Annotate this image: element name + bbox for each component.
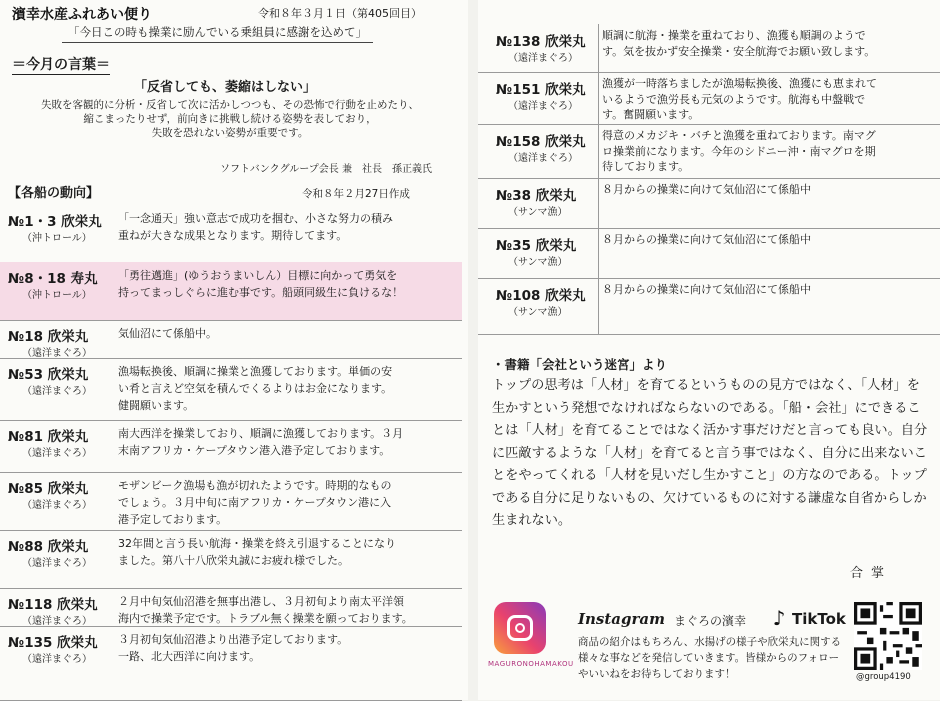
status-line: 32年間と言う長い航海・操業を終え引退することになり — [118, 537, 396, 550]
ship-status — [118, 267, 458, 301]
ship-name: №38 欣栄丸 — [496, 188, 577, 204]
status-line: 「勇往邁進」(ゆうおうまいしん）目標に向かって勇気を — [118, 269, 398, 282]
ship-type: （サンマ漁） — [508, 307, 568, 318]
ship-row — [0, 530, 462, 589]
ship-row — [0, 262, 462, 321]
words-line: 失敗を恐れない姿勢が重要です。 — [151, 127, 309, 139]
quote-author: ソフトバンクグループ会長 兼 社長 孫正義氏 — [220, 164, 432, 175]
ship-type: （遠洋まぐろ） — [22, 616, 92, 627]
status-line: ました。第八十八欣栄丸誠にお疲れ様でした。 — [118, 554, 349, 567]
status-line: 一路、北大西洋に向けます。 — [118, 650, 261, 663]
ship-name: №1・3 欣栄丸 — [8, 214, 102, 230]
ship-name: №151 欣栄丸 — [496, 82, 586, 98]
row-divider — [598, 178, 599, 228]
ship-row — [0, 320, 462, 359]
ship-name: №158 欣栄丸 — [496, 134, 586, 150]
row-divider — [598, 24, 599, 72]
instagram-label: Instagram — [578, 610, 665, 628]
closing-text: 合掌 — [850, 566, 893, 581]
tiktok-label: TikTok — [792, 610, 846, 628]
ship-type: （沖トロール） — [22, 233, 92, 244]
ship-type: （遠洋まぐろ） — [508, 53, 578, 64]
ship-type: （遠洋まぐろ） — [22, 654, 92, 665]
book-heading: ・書籍「会社という迷宮」より — [492, 357, 668, 372]
ship-row — [0, 626, 462, 701]
ship-row — [478, 178, 940, 229]
status-line: 得意のメカジキ・バチと漁獲を重ねております。南マグ — [602, 129, 876, 142]
ship-name: №138 欣栄丸 — [496, 34, 586, 50]
ship-type: （遠洋まぐろ） — [508, 101, 578, 112]
status-line: 健闘願います。 — [118, 399, 195, 412]
status-line: ２月中旬気仙沼港を無事出港し、３月初旬より南太平洋領 — [118, 595, 404, 608]
ship-row — [478, 24, 940, 73]
status-line: 順調に航海・操業を重ねており、漁獲も順調のようで — [602, 29, 866, 42]
row-divider — [598, 228, 599, 278]
status-line: ロ操業前になります。今年のシドニー沖・南マグロを期 — [602, 144, 876, 158]
ship-name: №135 欣栄丸 — [8, 635, 98, 651]
ship-row — [0, 205, 462, 263]
ship-status — [118, 210, 458, 244]
newsletter-title: 濱幸水産ふれあい便り — [12, 7, 152, 23]
ship-name: №8・18 寿丸 — [8, 271, 98, 287]
ship-type: （遠洋まぐろ） — [22, 558, 92, 569]
ship-status — [118, 425, 458, 459]
ship-type: （遠洋まぐろ） — [22, 500, 92, 511]
ship-name: №18 欣栄丸 — [8, 329, 89, 345]
status-line: モザンビーク漁場も漁が切れたようです。時期的なもの — [118, 479, 392, 492]
status-line: 待しております。 — [602, 160, 690, 173]
ship-status — [118, 363, 458, 414]
status-line: ８月からの操業に向けて気仙沼にて係船中 — [602, 183, 811, 196]
right-page — [478, 0, 940, 700]
status-line: 重ねが大きな成果となります。期待してます。 — [118, 229, 348, 242]
status-line: 「一念通天」強い意志で成功を掴む、小さな努力の積み — [118, 212, 393, 225]
ship-row — [478, 278, 940, 335]
status-line: 海内で操業予定です。トラブル無く操業を願っております。 — [118, 612, 413, 625]
ship-status — [118, 631, 458, 665]
social-description: 商品の紹介はもちろん、水揚げの様子や欣栄丸に関する様々な事などを発信していきます。皆様からのフォローやいいねをお待ちしております！ — [578, 636, 842, 680]
status-line: 持ってまっしぐらに進む事です。船頭同級生に負けるな！ — [118, 286, 404, 299]
ship-name: №81 欣栄丸 — [8, 429, 89, 445]
status-line: 漁場転換後、順調に操業と漁獲しております。単価の安 — [118, 365, 393, 378]
status-line: 気仙沼にて係船中。 — [118, 327, 217, 340]
ship-type: （沖トロール） — [22, 290, 92, 301]
ship-name: №118 欣栄丸 — [8, 597, 98, 613]
ship-status — [118, 593, 458, 627]
status-line: す。奮闘願います。 — [602, 108, 700, 121]
ship-status — [602, 76, 936, 123]
tiktok-icon[interactable]: ♪ — [772, 606, 786, 630]
words-line: 縮こまったりせず，前向きに挑戦し続ける姿勢を表しており， — [83, 113, 377, 125]
ship-type: （遠洋まぐろ） — [508, 153, 578, 164]
ship-status — [602, 128, 936, 175]
words-of-month-body — [20, 98, 440, 140]
ship-status — [602, 182, 936, 198]
ship-status — [602, 28, 936, 59]
instagram-icon[interactable] — [494, 602, 546, 654]
ship-status — [118, 477, 458, 528]
ship-row — [0, 420, 462, 473]
ship-status — [602, 232, 936, 248]
status-line: ３月初旬気仙沼港より出港予定しております。 — [118, 633, 349, 646]
status-line: ８月からの操業に向けて気仙沼にて係船中 — [602, 283, 811, 296]
ship-name: №88 欣栄丸 — [8, 539, 89, 555]
status-line: ８月からの操業に向けて気仙沼にて係船中 — [602, 233, 811, 246]
status-line: 末南アフリカ・ケープタウン港入港予定しております。 — [118, 444, 391, 457]
ship-name: №85 欣栄丸 — [8, 481, 89, 497]
status-line: でしょう。３月中旬に南アフリカ・ケープタウン港に入 — [118, 496, 392, 509]
qr-label: @group4190 — [856, 672, 911, 682]
ship-name: №108 欣栄丸 — [496, 288, 586, 304]
fleet-section-heading: 【各船の動向】 — [8, 186, 100, 201]
ship-row — [0, 588, 462, 627]
ship-name: №53 欣栄丸 — [8, 367, 89, 383]
ship-status — [118, 535, 458, 569]
status-line: 港予定しております。 — [118, 513, 228, 526]
words-of-month-quote: 「反省しても、萎縮はしない」 — [134, 80, 317, 95]
status-line: 漁獲が一時落ちましたが漁場転換後、漁獲にも恵まれて — [602, 77, 877, 90]
ship-type: （遠洋まぐろ） — [22, 386, 92, 397]
ship-status — [602, 282, 936, 298]
ship-type: （サンマ漁） — [508, 207, 568, 218]
status-line: い肴と言えど空気を積んでくるよりはお金になります。 — [118, 382, 393, 395]
ship-row — [478, 72, 940, 125]
left-page — [0, 0, 468, 700]
qr-code-icon[interactable] — [854, 602, 922, 670]
ship-row — [0, 472, 462, 531]
ship-type: （遠洋まぐろ） — [22, 448, 92, 459]
words-line: 失敗を客観的に分析・反省して次に活かしつつも、その恐怖で行動を止めたり、 — [41, 99, 419, 111]
row-divider — [598, 278, 599, 334]
newsletter-subtitle: 「今日この時も操業に励んでいる乗組員に感謝を込めて」 — [62, 24, 373, 43]
ship-row — [478, 228, 940, 279]
words-of-month-heading: ＝今月の言葉＝ — [12, 54, 110, 75]
ship-type: （サンマ漁） — [508, 257, 568, 268]
issue-date: 令和８年３月１日（第405回目） — [258, 7, 422, 20]
account-name: まぐろの濱幸 — [674, 614, 747, 628]
book-body: トップの思考は「人材」を育てるというものの見方ではなく、「人材」を生かすという発想でなければならないのである。「船・会社」にできることは「人材」を育てることではなく活かす事だけだと言っても良い。自分に匹敵するような「人材」を育てると言う事ではなく、自分に出来ないことをやってくれる「人材を見いだし生かすこと」の方なのである。トップである自分に足りないもの、欠けているものに対する謙虚な自省からしか生まれない。 — [492, 378, 928, 528]
status-line: 南大西洋を操業しており、順調に漁獲しております。３月 — [118, 427, 404, 440]
instagram-handle: MAGURONOHAMAKOU — [488, 660, 574, 668]
ship-row — [0, 358, 462, 421]
row-divider — [598, 72, 599, 124]
ship-status — [118, 325, 458, 342]
ship-name: №35 欣栄丸 — [496, 238, 577, 254]
status-line: す。気を抜かず安全操業・安全航海でお願い致します。 — [602, 44, 876, 58]
row-divider — [598, 124, 599, 178]
status-line: いるようで漁労長も元気のようです。航海も中盤戦で — [602, 92, 866, 106]
ship-type: （遠洋まぐろ） — [22, 348, 92, 359]
ship-row — [478, 124, 940, 179]
fleet-section-date: 令和８年２月27日作成 — [302, 188, 410, 200]
